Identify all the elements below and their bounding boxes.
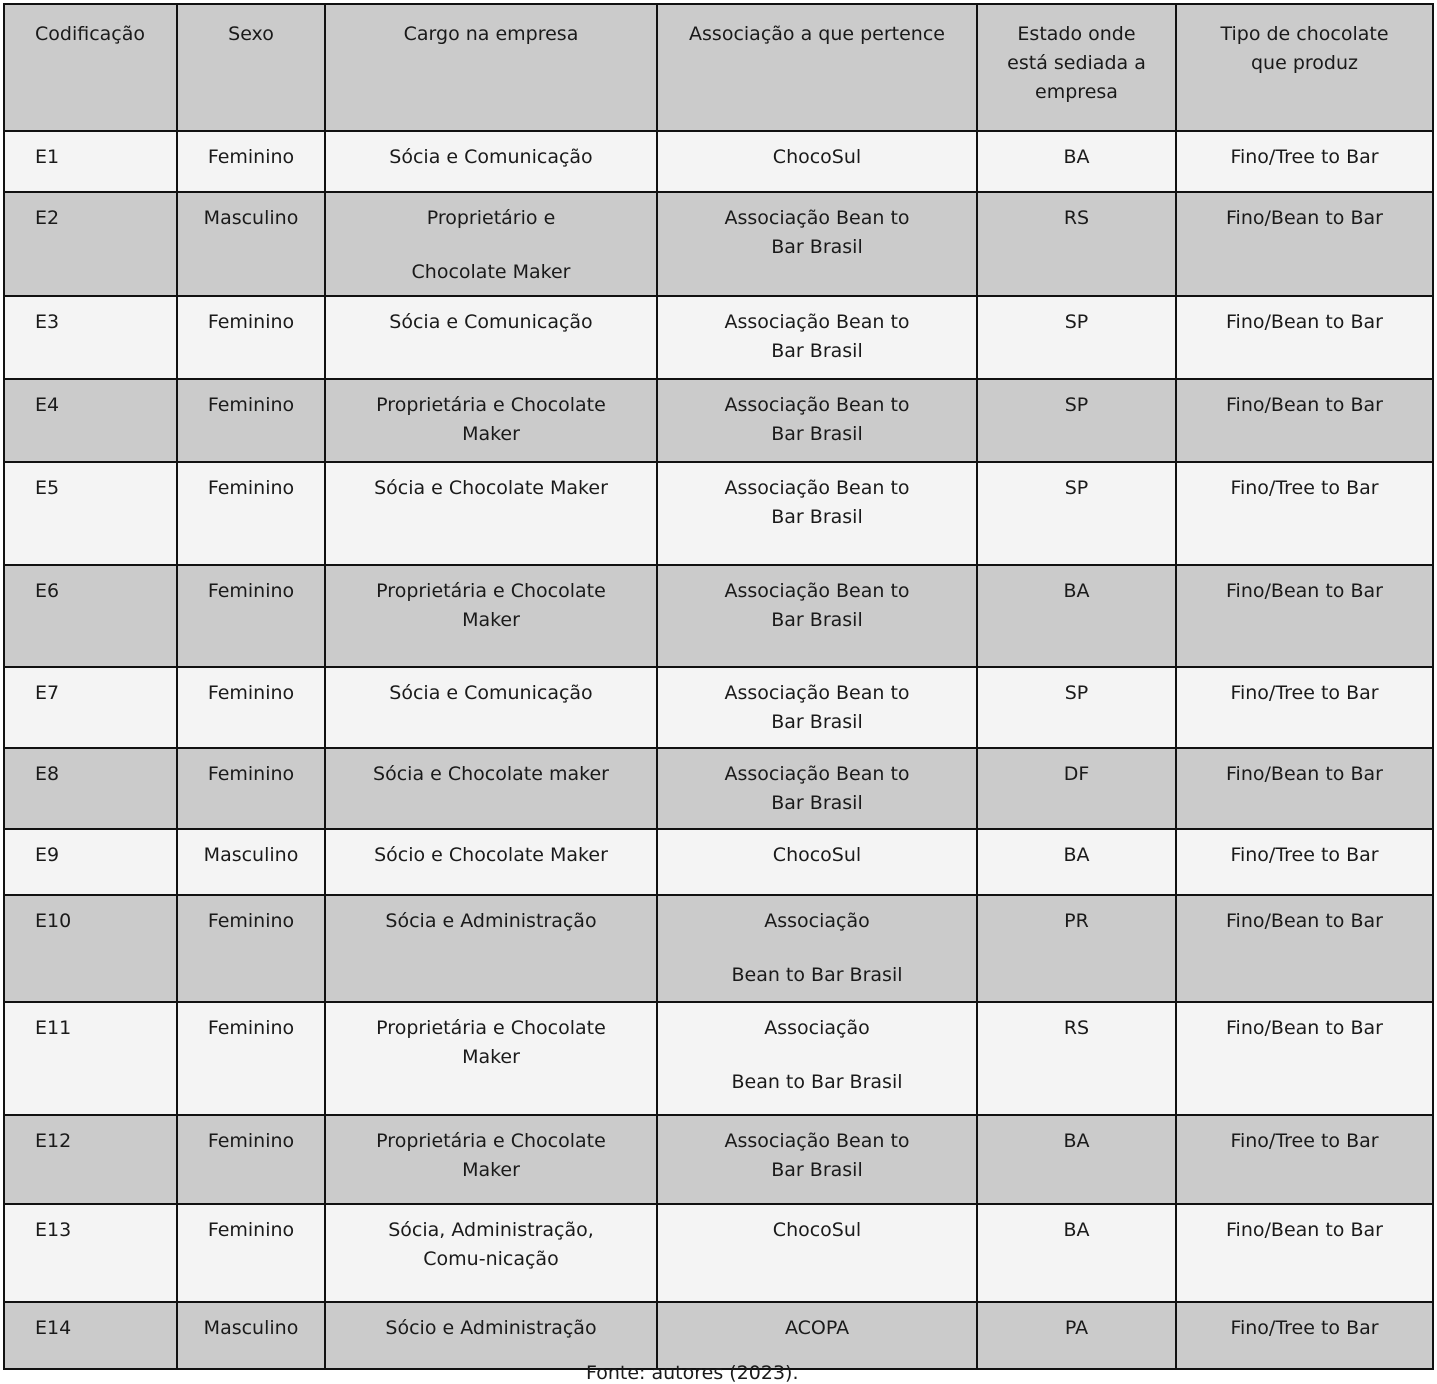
cell-associacao — [657, 462, 977, 565]
cell-tipo — [1176, 895, 1433, 1002]
cell-tipo — [1176, 379, 1433, 462]
cell-sexo-text: Feminino — [207, 682, 295, 704]
cell-associacao — [657, 1302, 977, 1369]
cell-codificacao — [4, 296, 177, 379]
cell-associacao — [657, 895, 977, 1002]
cell-estado — [977, 895, 1176, 1002]
cell-associacao-line: Associação Bean to Bar Brasil — [724, 682, 910, 733]
cell-estado — [977, 829, 1176, 895]
cell-tipo — [1176, 1002, 1433, 1115]
cell-cargo — [325, 131, 657, 192]
cell-tipo-text: Fino/Tree to Bar — [1230, 1130, 1379, 1152]
cell-estado-text: DF — [1063, 763, 1090, 785]
table-row — [4, 565, 1433, 667]
cell-associacao-line: Associação Bean to Bar Brasil — [724, 477, 910, 528]
cell-tipo — [1176, 829, 1433, 895]
table-row — [4, 192, 1433, 296]
header-cell-estado: Estado onde está sediada a empresa — [977, 4, 1176, 131]
table-row — [4, 829, 1433, 895]
cell-associacao — [657, 667, 977, 748]
cell-codificacao-text: E8 — [35, 763, 60, 785]
cell-tipo-text: Fino/Bean to Bar — [1226, 394, 1383, 416]
cell-sexo-text: Feminino — [207, 1017, 295, 1039]
cell-associacao — [657, 296, 977, 379]
cell-cargo — [325, 667, 657, 748]
cell-cargo-line: Proprietária e Chocolate Maker — [376, 1017, 606, 1068]
cell-estado-text: SP — [1064, 394, 1089, 416]
cell-tipo-text: Fino/Tree to Bar — [1230, 146, 1379, 168]
cell-associacao-line: Associação Bean to Bar Brasil — [724, 207, 910, 258]
cell-estado-text: PR — [1064, 910, 1089, 932]
cell-estado — [977, 1002, 1176, 1115]
cell-codificacao — [4, 462, 177, 565]
cell-associacao — [657, 131, 977, 192]
cell-cargo-line: Proprietário e — [426, 207, 556, 229]
cell-estado — [977, 748, 1176, 829]
cell-codificacao — [4, 895, 177, 1002]
cell-cargo — [325, 379, 657, 462]
cell-codificacao — [4, 667, 177, 748]
cell-estado-text: PA — [1064, 1317, 1089, 1339]
cell-codificacao — [4, 192, 177, 296]
cell-tipo-text: Fino/Bean to Bar — [1226, 207, 1383, 229]
cell-tipo-text: Fino/Tree to Bar — [1230, 477, 1379, 499]
cell-associacao — [657, 565, 977, 667]
header-cell-tipo: Tipo de chocolate que produz — [1176, 4, 1433, 131]
cell-tipo-text: Fino/Tree to Bar — [1230, 1317, 1379, 1339]
cell-codificacao — [4, 131, 177, 192]
cell-cargo — [325, 1302, 657, 1369]
cell-tipo — [1176, 192, 1433, 296]
cell-tipo-text: Fino/Bean to Bar — [1226, 311, 1383, 333]
cell-sexo-text: Feminino — [207, 580, 295, 602]
cell-sexo — [177, 1204, 325, 1302]
cell-cargo — [325, 565, 657, 667]
cell-associacao-line: Associação — [764, 1017, 870, 1039]
cell-codificacao-text: E13 — [35, 1219, 72, 1241]
cell-sexo — [177, 192, 325, 296]
cell-tipo-text: Fino/Bean to Bar — [1226, 1017, 1383, 1039]
cell-associacao — [657, 1002, 977, 1115]
cell-tipo-text: Fino/Bean to Bar — [1226, 910, 1383, 932]
cell-sexo-text: Feminino — [207, 146, 295, 168]
table-row — [4, 895, 1433, 1002]
cell-tipo-text: Fino/Bean to Bar — [1226, 580, 1383, 602]
table-row — [4, 1115, 1433, 1204]
cell-codificacao-text: E3 — [35, 311, 60, 333]
cell-cargo — [325, 748, 657, 829]
cell-cargo-line: Sócio e Chocolate Maker — [374, 844, 608, 866]
cell-sexo — [177, 1115, 325, 1204]
cell-codificacao-text: E11 — [35, 1017, 72, 1039]
cell-estado — [977, 296, 1176, 379]
cell-associacao — [657, 1204, 977, 1302]
cell-associacao-line: ChocoSul — [772, 1219, 862, 1241]
cell-codificacao — [4, 1002, 177, 1115]
cell-tipo — [1176, 131, 1433, 192]
cell-cargo-line: Sócia e Administração — [385, 910, 597, 932]
cell-associacao-line: ChocoSul — [772, 844, 862, 866]
cell-estado-text: RS — [1063, 207, 1090, 229]
cell-tipo — [1176, 462, 1433, 565]
cell-cargo-line: Sócia e Chocolate Maker — [374, 477, 608, 499]
cell-associacao-line: Associação Bean to Bar Brasil — [724, 311, 910, 362]
cell-associacao-line: Bean to Bar Brasil — [731, 1071, 903, 1093]
participants-table — [3, 3, 1434, 1370]
cell-estado — [977, 379, 1176, 462]
cell-codificacao-text: E7 — [35, 682, 60, 704]
cell-estado — [977, 192, 1176, 296]
header-cell-sexo: Sexo — [177, 4, 325, 131]
cell-cargo-line: Proprietária e Chocolate Maker — [376, 580, 606, 631]
cell-codificacao — [4, 379, 177, 462]
table-body — [4, 131, 1433, 1369]
cell-codificacao — [4, 565, 177, 667]
cell-tipo — [1176, 1302, 1433, 1369]
cell-tipo-text: Fino/Tree to Bar — [1230, 844, 1379, 866]
cell-codificacao-text: E12 — [35, 1130, 72, 1152]
cell-estado-text: SP — [1064, 477, 1089, 499]
table-row — [4, 462, 1433, 565]
table-row — [4, 1302, 1433, 1369]
header-cell-codificacao: Codificação — [4, 4, 177, 131]
cell-sexo — [177, 379, 325, 462]
cell-associacao — [657, 748, 977, 829]
cell-codificacao-text: E1 — [35, 146, 60, 168]
cell-sexo-text: Masculino — [203, 844, 299, 866]
cell-cargo-line: Chocolate Maker — [411, 261, 571, 283]
cell-cargo-line: Sócia e Comunicação — [389, 311, 593, 333]
cell-codificacao — [4, 748, 177, 829]
table-header-row — [4, 4, 1433, 131]
cell-estado — [977, 1204, 1176, 1302]
table-row — [4, 1002, 1433, 1115]
cell-associacao — [657, 379, 977, 462]
cell-sexo — [177, 565, 325, 667]
cell-sexo — [177, 131, 325, 192]
cell-cargo-line: Sócia e Comunicação — [389, 682, 593, 704]
cell-estado-text: BA — [1063, 146, 1090, 168]
cell-codificacao-text: E9 — [35, 844, 60, 866]
cell-cargo — [325, 296, 657, 379]
cell-tipo — [1176, 565, 1433, 667]
cell-estado — [977, 667, 1176, 748]
table-row — [4, 667, 1433, 748]
table-caption: Fonte: autores (2023). — [586, 1362, 799, 1384]
table-row — [4, 296, 1433, 379]
cell-cargo — [325, 895, 657, 1002]
cell-cargo-line: Sócio e Administração — [385, 1317, 597, 1339]
cell-sexo — [177, 895, 325, 1002]
cell-estado — [977, 131, 1176, 192]
cell-sexo-text: Feminino — [207, 477, 295, 499]
header-cell-associacao: Associação a que pertence — [657, 4, 977, 131]
cell-associacao-line: Associação Bean to Bar Brasil — [724, 1130, 910, 1181]
cell-estado-text: RS — [1063, 1017, 1090, 1039]
cell-associacao-line: ChocoSul — [772, 146, 862, 168]
cell-sexo — [177, 1302, 325, 1369]
cell-estado — [977, 565, 1176, 667]
table-row — [4, 379, 1433, 462]
cell-cargo — [325, 1002, 657, 1115]
cell-associacao-line: Associação Bean to Bar Brasil — [724, 580, 910, 631]
cell-cargo — [325, 829, 657, 895]
cell-estado — [977, 1115, 1176, 1204]
cell-estado-text: SP — [1064, 311, 1089, 333]
cell-estado-text: BA — [1063, 1130, 1090, 1152]
cell-associacao — [657, 192, 977, 296]
cell-codificacao — [4, 829, 177, 895]
cell-tipo-text: Fino/Bean to Bar — [1226, 1219, 1383, 1241]
cell-cargo-line: Sócia, Administração, Comu-nicação — [388, 1219, 594, 1270]
cell-sexo-text: Feminino — [207, 763, 295, 785]
cell-cargo-line: Sócia e Chocolate maker — [373, 763, 609, 785]
cell-sexo-text: Feminino — [207, 1130, 295, 1152]
table-row — [4, 748, 1433, 829]
cell-associacao-line: Associação — [764, 910, 870, 932]
cell-codificacao-text: E2 — [35, 207, 60, 229]
cell-sexo-text: Masculino — [203, 1317, 299, 1339]
cell-associacao — [657, 1115, 977, 1204]
cell-sexo — [177, 1002, 325, 1115]
cell-tipo — [1176, 748, 1433, 829]
cell-sexo-text: Feminino — [207, 1219, 295, 1241]
cell-sexo — [177, 462, 325, 565]
cell-cargo-line: Proprietária e Chocolate Maker — [376, 394, 606, 445]
cell-codificacao — [4, 1115, 177, 1204]
cell-tipo — [1176, 1204, 1433, 1302]
cell-cargo-line: Proprietária e Chocolate Maker — [376, 1130, 606, 1181]
header-cell-cargo: Cargo na empresa — [325, 4, 657, 131]
cell-cargo — [325, 462, 657, 565]
cell-codificacao-text: E6 — [35, 580, 60, 602]
cell-sexo-text: Feminino — [207, 910, 295, 932]
cell-tipo — [1176, 1115, 1433, 1204]
cell-sexo-text: Masculino — [203, 207, 299, 229]
cell-estado-text: BA — [1063, 580, 1090, 602]
cell-estado-text: BA — [1063, 844, 1090, 866]
cell-codificacao — [4, 1302, 177, 1369]
cell-sexo — [177, 829, 325, 895]
table-row — [4, 1204, 1433, 1302]
cell-associacao-line: ACOPA — [784, 1317, 850, 1339]
cell-sexo — [177, 296, 325, 379]
cell-associacao-line: Bean to Bar Brasil — [731, 964, 903, 986]
cell-associacao-line: Associação Bean to Bar Brasil — [724, 394, 910, 445]
cell-tipo-text: Fino/Tree to Bar — [1230, 682, 1379, 704]
cell-sexo-text: Feminino — [207, 311, 295, 333]
cell-tipo — [1176, 296, 1433, 379]
cell-tipo-text: Fino/Bean to Bar — [1226, 763, 1383, 785]
cell-estado — [977, 462, 1176, 565]
cell-codificacao-text: E10 — [35, 910, 72, 932]
cell-estado — [977, 1302, 1176, 1369]
cell-cargo-line: Sócia e Comunicação — [389, 146, 593, 168]
cell-associacao — [657, 829, 977, 895]
cell-tipo — [1176, 667, 1433, 748]
cell-codificacao-text: E4 — [35, 394, 60, 416]
cell-sexo — [177, 667, 325, 748]
cell-codificacao-text: E14 — [35, 1317, 72, 1339]
cell-estado-text: BA — [1063, 1219, 1090, 1241]
cell-cargo — [325, 1115, 657, 1204]
cell-estado-text: SP — [1064, 682, 1089, 704]
cell-associacao-line: Associação Bean to Bar Brasil — [724, 763, 910, 814]
cell-cargo — [325, 192, 657, 296]
cell-sexo — [177, 748, 325, 829]
cell-codificacao — [4, 1204, 177, 1302]
cell-cargo — [325, 1204, 657, 1302]
table-row — [4, 131, 1433, 192]
cell-codificacao-text: E5 — [35, 477, 60, 499]
cell-sexo-text: Feminino — [207, 394, 295, 416]
